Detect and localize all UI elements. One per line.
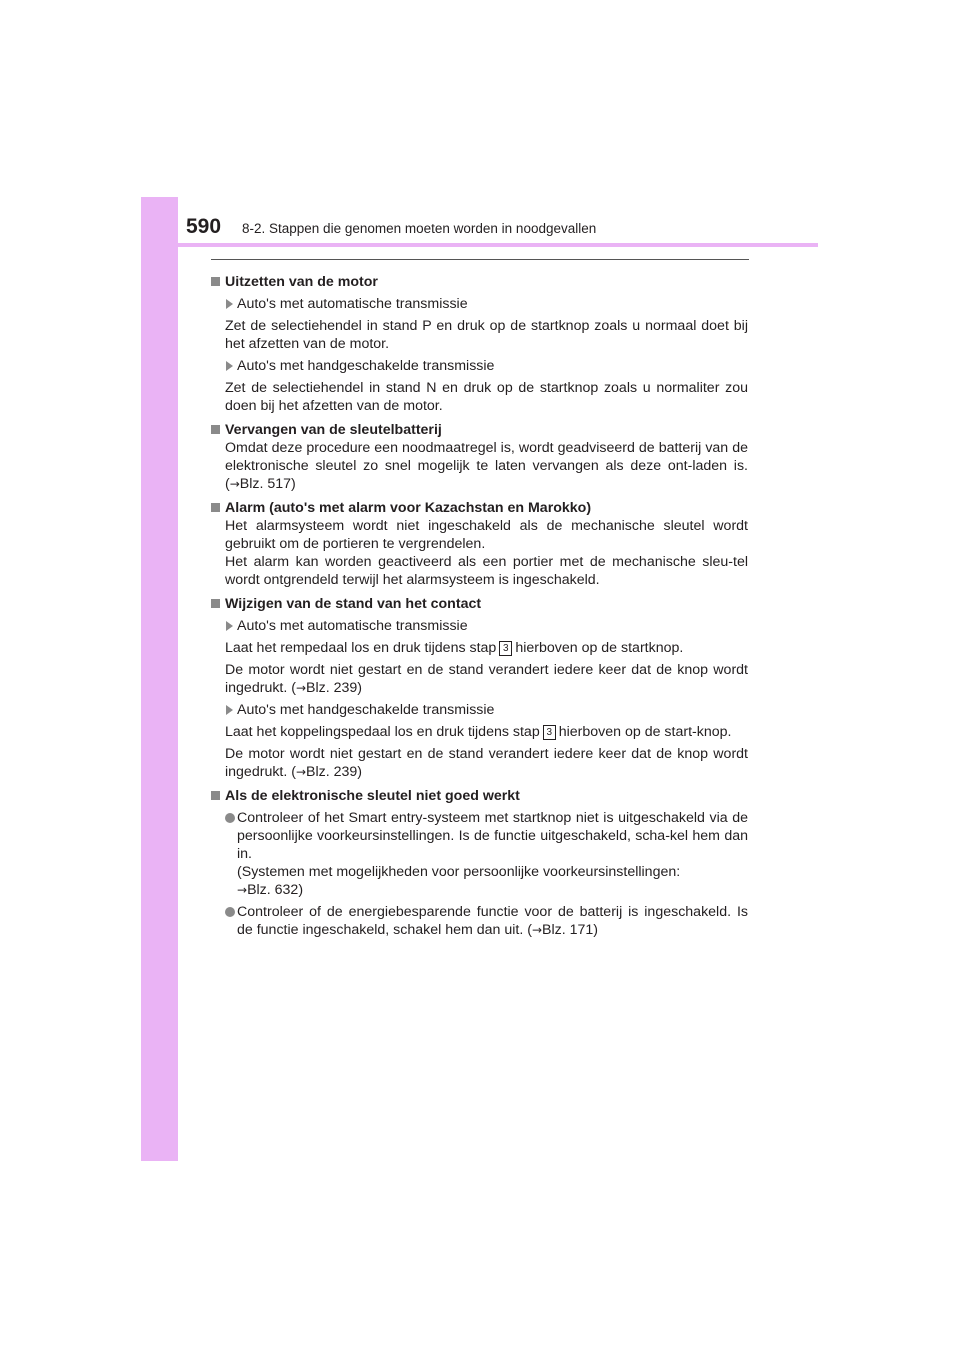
arrow-right-icon: → <box>295 765 307 779</box>
page-reference-link[interactable]: Blz. 171) <box>542 922 599 938</box>
arrow-right-icon: → <box>531 923 543 937</box>
paragraph: De motor wordt niet gestart en de stand verandert iedere keer dat de knop wordt ingedrukt. (→Blz. 239) <box>225 746 748 780</box>
square-bullet-icon <box>211 503 220 512</box>
paragraph: Het alarm kan worden geactiveerd als een portier met de mechanische sleu-tel wordt ontgrendeld terwijl het alarmsysteem is ingeschakeld. <box>225 554 748 588</box>
page-reference-link[interactable]: Blz. 517) <box>239 476 296 492</box>
paragraph: Laat het koppelingspedaal los en druk tijdens stap 3 hierboven op de start-knop. <box>225 724 732 740</box>
round-bullet-icon <box>225 813 235 823</box>
paragraph: Zet de selectiehendel in stand P en druk op de startknop zoals u normaal doet bij het afzetten van de motor. <box>225 318 748 352</box>
list-item: Controleer of het Smart entry-systeem met startknop niet is uitgeschakeld via de persoonlijke voorkeursinstellingen. Is de functie uitgeschakeld, scha-kel hem dan in. (Systemen met mogelijkheden voor persoonlijke voorkeursinstellingen: →Blz. 632) <box>211 809 748 899</box>
section-heading-alarm: Alarm (auto's met alarm voor Kazachstan en Marokko) <box>211 499 748 517</box>
subheading-manual: Auto's met handgeschakelde transmissie <box>211 701 748 719</box>
paragraph: Laat het rempedaal los en druk tijdens stap 3 hierboven op de startknop. <box>225 640 684 656</box>
page-content <box>211 267 748 939</box>
paragraph: Zet de selectiehendel in stand N en druk op de startknop zoals u normaliter zou doen bij het afzetten van de motor. <box>225 380 748 414</box>
page-reference-link[interactable]: Blz. 239) <box>306 764 363 780</box>
paragraph: Omdat deze procedure een noodmaatregel is, wordt geadviseerd de batterij van de elektronische sleutel zo snel mogelijk te laten vervangen als deze ont-laden is. (→Blz. 517) <box>225 440 748 492</box>
square-bullet-icon <box>211 599 220 608</box>
section-heading-sleutelbatterij: Vervangen van de sleutelbatterij <box>211 421 748 439</box>
section-heading-contact: Wijzigen van de stand van het contact <box>211 595 748 613</box>
square-bullet-icon <box>211 425 220 434</box>
paragraph: De motor wordt niet gestart en de stand verandert iedere keer dat de knop wordt ingedrukt. (→Blz. 239) <box>225 662 748 696</box>
page-reference-link[interactable]: Blz. 632) <box>247 882 304 898</box>
triangle-bullet-icon <box>226 299 233 309</box>
arrow-right-icon: → <box>237 883 248 897</box>
subheading-manual: Auto's met handgeschakelde transmissie <box>211 357 748 375</box>
paragraph: Het alarmsysteem wordt niet ingeschakeld als de mechanische sleutel wordt gebruikt om de portieren te vergrendelen. <box>225 518 748 552</box>
arrow-right-icon: → <box>229 477 240 491</box>
step-number-badge: 3 <box>543 725 556 740</box>
content-top-rule <box>211 259 749 260</box>
page-reference-link[interactable]: Blz. 239) <box>306 680 363 696</box>
list-item: Controleer of de energiebesparende functie voor de batterij is ingeschakeld. Is de functie ingeschakeld, schakel hem dan uit. (→Blz. 171) <box>211 903 748 939</box>
step-number-badge: 3 <box>499 641 512 656</box>
header-rule <box>141 243 818 247</box>
arrow-right-icon: → <box>295 681 307 695</box>
chapter-side-tab <box>141 197 178 1161</box>
subheading-automatic: Auto's met automatische transmissie <box>211 617 748 635</box>
square-bullet-icon <box>211 791 220 800</box>
triangle-bullet-icon <box>226 361 233 371</box>
section-heading-uitzetten: Uitzetten van de motor <box>211 273 748 291</box>
section-heading-elektronische-sleutel: Als de elektronische sleutel niet goed werkt <box>211 787 748 805</box>
square-bullet-icon <box>211 277 220 286</box>
page-number: 590 <box>186 215 222 238</box>
subheading-automatic: Auto's met automatische transmissie <box>211 295 748 313</box>
triangle-bullet-icon <box>226 621 233 631</box>
round-bullet-icon <box>225 907 235 917</box>
chapter-title: 8-2. Stappen die genomen moeten worden in noodgevallen <box>242 221 597 236</box>
triangle-bullet-icon <box>226 705 233 715</box>
